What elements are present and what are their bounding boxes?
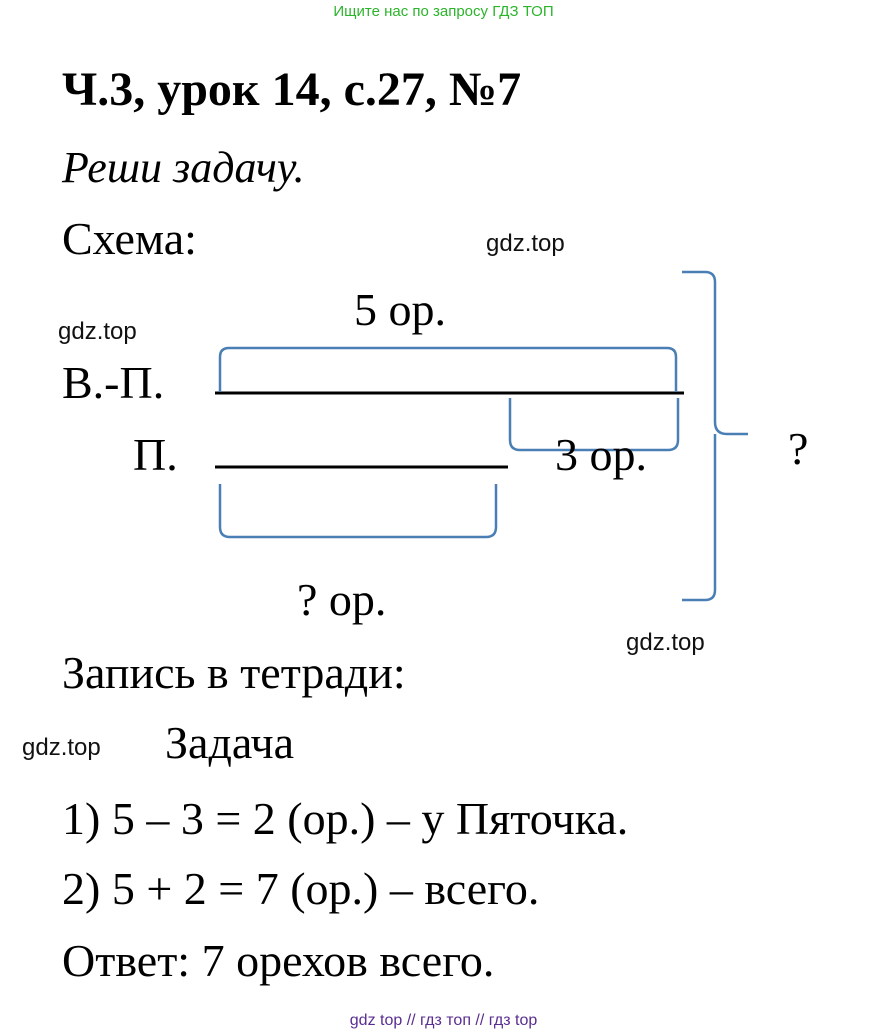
notebook-heading: Запись в тетради: <box>62 647 406 698</box>
row1-label: В.-П. <box>62 357 165 408</box>
watermark: gdz.top <box>486 230 565 257</box>
task-label: Задача <box>165 717 294 768</box>
row2-label: П. <box>133 429 178 480</box>
bottom-bracket <box>220 484 496 537</box>
solution-step: 2) 5 + 2 = 7 (ор.) – всего. <box>62 863 540 914</box>
instruction-text: Реши задачу. <box>62 143 305 192</box>
watermark: gdz.top <box>58 318 137 345</box>
solution-step: 1) 5 – 3 = 2 (ор.) – у Пяточка. <box>62 793 629 844</box>
top-value-label: 5 ор. <box>354 284 446 335</box>
top-banner: Ищите нас по запросу ГДЗ ТОП <box>333 3 554 20</box>
answer-text: Ответ: 7 орехов всего. <box>62 935 495 986</box>
total-question-label: ? <box>788 423 809 474</box>
footer-watermark: gdz top // гдз топ // гдз top <box>349 1012 538 1029</box>
top-bracket <box>220 348 676 392</box>
watermark: gdz.top <box>22 734 101 761</box>
lesson-title: Ч.3, урок 14, с.27, №7 <box>62 63 522 116</box>
total-brace <box>682 272 748 600</box>
watermark: gdz.top <box>626 629 705 656</box>
bottom-value-label: ? ор. <box>297 574 387 625</box>
difference-value-label: 3 ор. <box>555 429 647 480</box>
scheme-heading: Схема: <box>62 213 197 264</box>
